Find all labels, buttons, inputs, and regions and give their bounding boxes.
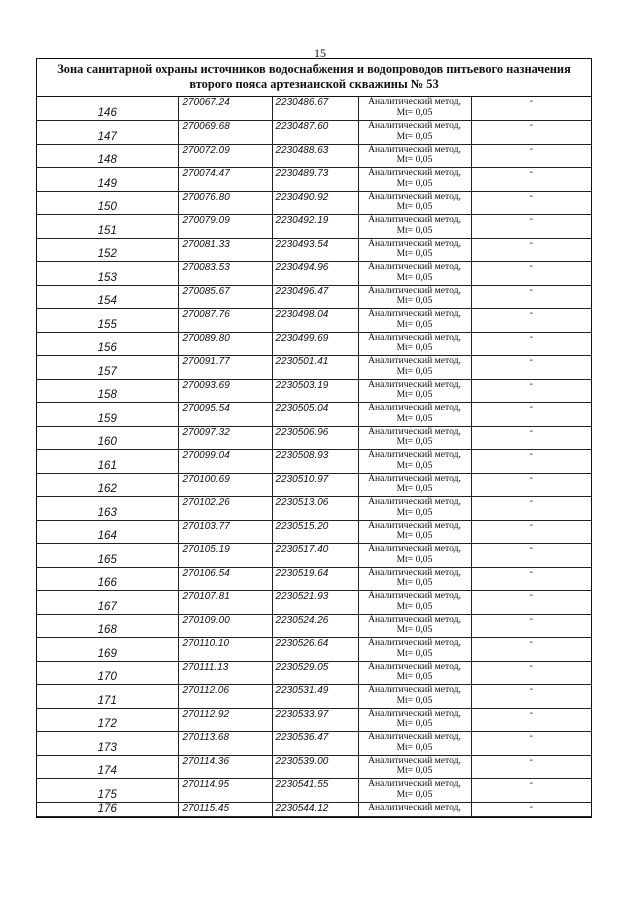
x-coordinate: 270110.10 xyxy=(178,638,272,662)
note-dash: - xyxy=(471,238,591,262)
method-name: Аналитический метод, xyxy=(368,449,461,460)
table-row xyxy=(37,638,591,662)
method-accuracy: Mt= 0,05 xyxy=(396,177,433,189)
sheet-title: Зона санитарной охраны источников водоснабжения и водопроводов питьевого назначения второго пояса артезианской скважины № 53 xyxy=(37,59,591,97)
method-cell xyxy=(358,779,471,803)
x-coordinate: 270081.33 xyxy=(178,238,272,262)
table-row xyxy=(37,144,591,168)
method-cell xyxy=(358,708,471,732)
method-accuracy: Mt= 0,05 xyxy=(396,671,433,682)
y-coordinate: 2230536.47 xyxy=(272,732,358,756)
method-name: Аналитический метод, xyxy=(368,308,461,319)
note-dash: - xyxy=(471,802,591,816)
y-coordinate: 2230515.20 xyxy=(272,520,358,544)
point-number: 163 xyxy=(37,497,178,521)
method-name: Аналитический метод, xyxy=(368,214,461,225)
method-cell xyxy=(358,802,471,816)
note-dash: - xyxy=(471,591,591,615)
table-row xyxy=(37,450,591,474)
table-row xyxy=(37,544,591,568)
method-name: Аналитический метод, xyxy=(368,167,461,178)
x-coordinate: 270091.77 xyxy=(178,356,272,380)
point-number: 155 xyxy=(37,309,178,333)
x-coordinate: 270097.32 xyxy=(178,426,272,450)
x-coordinate: 270085.67 xyxy=(178,285,272,309)
method-cell xyxy=(358,685,471,709)
method-cell xyxy=(358,168,471,192)
method-cell xyxy=(358,309,471,333)
method-cell xyxy=(358,614,471,638)
method-accuracy: Mt= 0,05 xyxy=(396,624,433,635)
point-number: 146 xyxy=(37,97,178,121)
x-coordinate: 270115.45 xyxy=(178,802,272,816)
x-coordinate: 270107.81 xyxy=(178,591,272,615)
note-dash: - xyxy=(471,403,591,427)
method-accuracy: Mt= 0,05 xyxy=(396,154,433,165)
method-cell xyxy=(358,144,471,168)
method-cell xyxy=(358,332,471,356)
table-row xyxy=(37,473,591,497)
method-accuracy: Mt= 0,05 xyxy=(396,248,433,259)
x-coordinate: 270113.68 xyxy=(178,732,272,756)
note-dash: - xyxy=(471,473,591,497)
method-accuracy: Mt= 0,05 xyxy=(396,718,433,729)
method-name: Аналитический метод, xyxy=(368,143,461,155)
table-row xyxy=(37,191,591,215)
method-accuracy: Mt= 0,05 xyxy=(396,788,433,800)
y-coordinate: 2230499.69 xyxy=(272,332,358,356)
point-number: 172 xyxy=(37,708,178,732)
x-coordinate: 270114.36 xyxy=(178,755,272,779)
note-dash: - xyxy=(471,121,591,145)
method-accuracy: Mt= 0,05 xyxy=(396,577,433,588)
y-coordinate: 2230531.49 xyxy=(272,685,358,709)
y-coordinate: 2230492.19 xyxy=(272,215,358,239)
y-coordinate: 2230501.41 xyxy=(272,356,358,380)
table-row xyxy=(37,238,591,262)
note-dash: - xyxy=(471,97,591,121)
point-number: 149 xyxy=(37,168,178,192)
table-row xyxy=(37,520,591,544)
table-row xyxy=(37,121,591,145)
method-name: Аналитический метод, xyxy=(368,707,461,719)
note-dash: - xyxy=(471,309,591,333)
table-row xyxy=(37,309,591,333)
note-dash: - xyxy=(471,661,591,685)
note-dash: - xyxy=(471,379,591,403)
method-name: Аналитический метод, xyxy=(368,684,461,695)
note-dash: - xyxy=(471,332,591,356)
method-cell xyxy=(358,262,471,286)
method-name: Аналитический метод, xyxy=(368,496,461,507)
y-coordinate: 2230496.47 xyxy=(272,285,358,309)
table-row xyxy=(37,356,591,380)
y-coordinate: 2230541.55 xyxy=(272,779,358,803)
note-dash: - xyxy=(471,755,591,779)
method-cell xyxy=(358,591,471,615)
method-name: Аналитический метод, xyxy=(368,731,461,742)
x-coordinate: 270076.80 xyxy=(178,191,272,215)
x-coordinate: 270112.06 xyxy=(178,685,272,709)
note-dash: - xyxy=(471,450,591,474)
method-cell xyxy=(358,567,471,591)
method-cell xyxy=(358,661,471,685)
method-cell xyxy=(358,379,471,403)
coordinates-table xyxy=(37,97,591,817)
method-accuracy: Mt= 0,05 xyxy=(396,483,433,494)
x-coordinate: 270105.19 xyxy=(178,544,272,568)
point-number: 148 xyxy=(37,144,178,168)
x-coordinate: 270067.24 xyxy=(178,97,272,121)
x-coordinate: 270083.53 xyxy=(178,262,272,286)
table-row xyxy=(37,614,591,638)
note-dash: - xyxy=(471,544,591,568)
method-accuracy: Mt= 0,05 xyxy=(396,342,433,353)
table-row xyxy=(37,379,591,403)
point-number: 147 xyxy=(37,121,178,145)
x-coordinate: 270069.68 xyxy=(178,121,272,145)
note-dash: - xyxy=(471,685,591,709)
table-row xyxy=(37,732,591,756)
x-coordinate: 270103.77 xyxy=(178,520,272,544)
note-dash: - xyxy=(471,614,591,638)
method-cell xyxy=(358,285,471,309)
point-number: 162 xyxy=(37,473,178,497)
note-dash: - xyxy=(471,520,591,544)
note-dash: - xyxy=(471,285,591,309)
point-number: 168 xyxy=(37,614,178,638)
method-name: Аналитический метод, xyxy=(368,778,461,789)
y-coordinate: 2230494.96 xyxy=(272,262,358,286)
method-accuracy: Mt= 0,05 xyxy=(396,647,433,659)
method-name: Аналитический метод, xyxy=(368,566,461,578)
method-name: Аналитический метод, xyxy=(368,190,461,202)
note-dash: - xyxy=(471,638,591,662)
method-name: Аналитический метод, xyxy=(368,801,461,813)
point-number: 164 xyxy=(37,520,178,544)
y-coordinate: 2230487.60 xyxy=(272,121,358,145)
x-coordinate: 270099.04 xyxy=(178,450,272,474)
note-dash: - xyxy=(471,426,591,450)
note-dash: - xyxy=(471,779,591,803)
y-coordinate: 2230517.40 xyxy=(272,544,358,568)
y-coordinate: 2230503.19 xyxy=(272,379,358,403)
table-row xyxy=(37,403,591,427)
note-dash: - xyxy=(471,356,591,380)
method-accuracy: Mt= 0,05 xyxy=(396,459,433,471)
x-coordinate: 270072.09 xyxy=(178,144,272,168)
table-row xyxy=(37,779,591,803)
table-row xyxy=(37,332,591,356)
method-cell xyxy=(358,755,471,779)
y-coordinate: 2230506.96 xyxy=(272,426,358,450)
note-dash: - xyxy=(471,497,591,521)
method-accuracy: Mt= 0,05 xyxy=(396,530,433,541)
point-number: 174 xyxy=(37,755,178,779)
method-cell xyxy=(358,497,471,521)
y-coordinate: 2230519.64 xyxy=(272,567,358,591)
method-name: Аналитический метод, xyxy=(368,637,461,648)
method-accuracy: Mt= 0,05 xyxy=(396,201,433,212)
method-accuracy: Mt= 0,05 xyxy=(396,412,433,424)
y-coordinate: 2230533.97 xyxy=(272,708,358,732)
point-number: 170 xyxy=(37,661,178,685)
method-name: Аналитический метод, xyxy=(368,425,461,437)
point-number: 167 xyxy=(37,591,178,615)
method-cell xyxy=(358,356,471,380)
table-row xyxy=(37,497,591,521)
x-coordinate: 270109.00 xyxy=(178,614,272,638)
y-coordinate: 2230486.67 xyxy=(272,97,358,121)
note-dash: - xyxy=(471,567,591,591)
method-name: Аналитический метод, xyxy=(368,613,461,625)
method-accuracy: Mt= 0,05 xyxy=(396,389,433,400)
method-cell xyxy=(358,97,471,121)
point-number: 175 xyxy=(37,779,178,803)
method-accuracy: Mt= 0,05 xyxy=(396,106,433,118)
method-cell xyxy=(358,473,471,497)
point-number: 151 xyxy=(37,215,178,239)
method-name: Аналитический метод, xyxy=(368,754,461,766)
point-number: 166 xyxy=(37,567,178,591)
method-accuracy: Mt= 0,05 xyxy=(396,436,433,447)
x-coordinate: 270095.54 xyxy=(178,403,272,427)
point-number: 152 xyxy=(37,238,178,262)
y-coordinate: 2230505.04 xyxy=(272,403,358,427)
page-number: 15 xyxy=(314,46,326,60)
y-coordinate: 2230510.97 xyxy=(272,473,358,497)
y-coordinate: 2230493.54 xyxy=(272,238,358,262)
table-row xyxy=(37,567,591,591)
method-cell xyxy=(358,215,471,239)
x-coordinate: 270093.69 xyxy=(178,379,272,403)
x-coordinate: 270100.69 xyxy=(178,473,272,497)
point-number: 171 xyxy=(37,685,178,709)
method-accuracy: Mt= 0,05 xyxy=(396,506,433,518)
method-name: Аналитический метод, xyxy=(368,519,461,531)
method-name: Аналитический метод, xyxy=(368,261,461,272)
method-cell xyxy=(358,520,471,544)
method-cell xyxy=(358,732,471,756)
point-number: 165 xyxy=(37,544,178,568)
table-row xyxy=(37,215,591,239)
y-coordinate: 2230490.92 xyxy=(272,191,358,215)
y-coordinate: 2230539.00 xyxy=(272,755,358,779)
method-accuracy: Mt= 0,05 xyxy=(396,224,433,236)
x-coordinate: 270079.09 xyxy=(178,215,272,239)
method-name: Аналитический метод, xyxy=(368,590,461,601)
y-coordinate: 2230513.06 xyxy=(272,497,358,521)
y-coordinate: 2230488.63 xyxy=(272,144,358,168)
table-body xyxy=(37,97,591,816)
y-coordinate: 2230529.05 xyxy=(272,661,358,685)
method-cell xyxy=(358,544,471,568)
table-row xyxy=(37,285,591,309)
point-number: 157 xyxy=(37,356,178,380)
y-coordinate: 2230508.93 xyxy=(272,450,358,474)
point-number: 158 xyxy=(37,379,178,403)
point-number: 156 xyxy=(37,332,178,356)
point-number: 160 xyxy=(37,426,178,450)
x-coordinate: 270074.47 xyxy=(178,168,272,192)
table-row xyxy=(37,97,591,121)
method-name: Аналитический метод, xyxy=(368,331,461,343)
note-dash: - xyxy=(471,215,591,239)
method-cell xyxy=(358,121,471,145)
table-row xyxy=(37,708,591,732)
table-row xyxy=(37,802,591,816)
method-name: Аналитический метод, xyxy=(368,284,461,296)
y-coordinate: 2230526.64 xyxy=(272,638,358,662)
method-cell xyxy=(358,426,471,450)
method-name: Аналитический метод, xyxy=(368,472,461,484)
method-cell xyxy=(358,638,471,662)
method-accuracy: Mt= 0,05 xyxy=(396,553,433,565)
y-coordinate: 2230524.26 xyxy=(272,614,358,638)
method-accuracy: Mt= 0,05 xyxy=(396,318,433,330)
method-name: Аналитический метод, xyxy=(368,237,461,249)
point-number: 161 xyxy=(37,450,178,474)
note-dash: - xyxy=(471,262,591,286)
method-name: Аналитический метод, xyxy=(368,660,461,672)
note-dash: - xyxy=(471,168,591,192)
note-dash: - xyxy=(471,708,591,732)
note-dash: - xyxy=(471,191,591,215)
method-cell xyxy=(358,450,471,474)
table-row xyxy=(37,591,591,615)
y-coordinate: 2230498.04 xyxy=(272,309,358,333)
x-coordinate: 270112.92 xyxy=(178,708,272,732)
method-accuracy: Mt= 0,05 xyxy=(396,365,433,377)
table-row xyxy=(37,685,591,709)
y-coordinate: 2230489.73 xyxy=(272,168,358,192)
point-number: 150 xyxy=(37,191,178,215)
note-dash: - xyxy=(471,732,591,756)
method-accuracy: Mt= 0,05 xyxy=(396,741,433,753)
x-coordinate: 270111.13 xyxy=(178,661,272,685)
x-coordinate: 270106.54 xyxy=(178,567,272,591)
point-number: 154 xyxy=(37,285,178,309)
coordinates-sheet xyxy=(36,58,592,818)
method-accuracy: Mt= 0,05 xyxy=(396,765,433,776)
method-cell xyxy=(358,403,471,427)
method-name: Аналитический метод, xyxy=(368,120,461,131)
point-number: 176 xyxy=(37,802,178,816)
point-number: 159 xyxy=(37,403,178,427)
table-row xyxy=(37,262,591,286)
y-coordinate: 2230521.93 xyxy=(272,591,358,615)
note-dash: - xyxy=(471,144,591,168)
method-name: Аналитический метод, xyxy=(368,543,461,554)
method-accuracy: Mt= 0,05 xyxy=(396,130,433,142)
table-row xyxy=(37,426,591,450)
point-number: 173 xyxy=(37,732,178,756)
table-row xyxy=(37,168,591,192)
method-name: Аналитический метод, xyxy=(368,96,461,107)
method-accuracy: Mt= 0,05 xyxy=(396,271,433,283)
method-cell xyxy=(358,191,471,215)
point-number: 153 xyxy=(37,262,178,286)
table-row xyxy=(37,661,591,685)
x-coordinate: 270089.80 xyxy=(178,332,272,356)
x-coordinate: 270102.26 xyxy=(178,497,272,521)
table-row xyxy=(37,755,591,779)
method-name: Аналитический метод, xyxy=(368,378,461,390)
x-coordinate: 270087.76 xyxy=(178,309,272,333)
method-cell xyxy=(358,238,471,262)
method-accuracy: Mt= 0,05 xyxy=(396,694,433,706)
method-name: Аналитический метод, xyxy=(368,402,461,413)
x-coordinate: 270114.95 xyxy=(178,779,272,803)
y-coordinate: 2230544.12 xyxy=(272,802,358,816)
method-accuracy: Mt= 0,05 xyxy=(396,600,433,612)
method-name: Аналитический метод, xyxy=(368,355,461,366)
point-number: 169 xyxy=(37,638,178,662)
method-accuracy: Mt= 0,05 xyxy=(396,295,433,306)
